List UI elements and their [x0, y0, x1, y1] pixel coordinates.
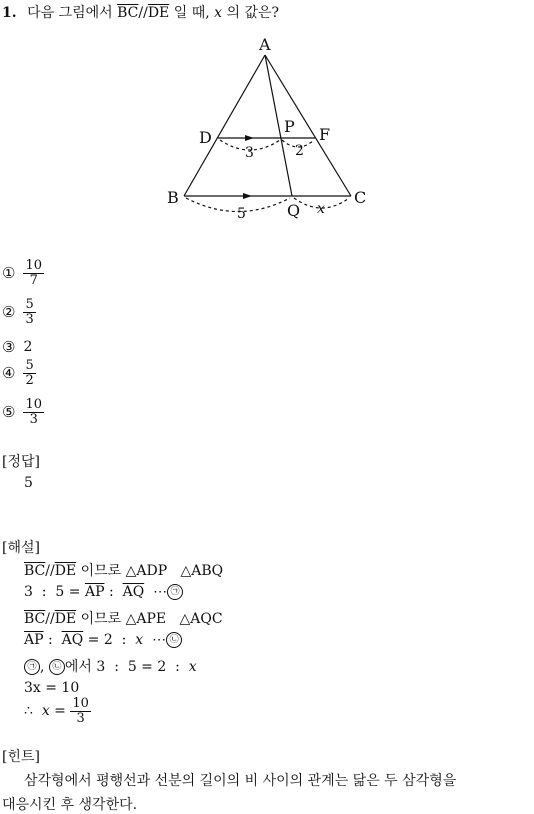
explanation-text: 이므로 △APE △AQC	[76, 611, 223, 627]
question-middle: 일 때,	[169, 5, 215, 21]
parallel-arrow-bc	[243, 193, 252, 199]
explanation-line-5	[24, 656, 197, 676]
choice-marker: ②	[2, 303, 16, 322]
equals-sign: =	[49, 703, 71, 720]
denominator: 7	[29, 272, 38, 288]
label-b: B	[167, 188, 179, 207]
explanation-line-3	[24, 608, 223, 628]
choice-2[interactable]	[2, 298, 36, 326]
ellipsis: ⋯	[143, 632, 167, 648]
question-text	[2, 2, 279, 22]
numerator: 10	[72, 696, 89, 711]
numerator: 10	[25, 258, 42, 273]
side-ab	[184, 55, 265, 196]
explanation-text: 이므로 △ADP △ABQ	[76, 563, 224, 579]
label-p: P	[284, 117, 295, 136]
denominator: 3	[29, 411, 38, 427]
circled-mark-2: ㉡	[49, 659, 65, 675]
variable-x: x	[135, 632, 144, 648]
therefore-symbol: ∴	[24, 703, 42, 720]
choice-marker: ⑤	[2, 403, 16, 422]
parallel-symbol: //	[138, 5, 148, 21]
label-c: C	[354, 188, 367, 207]
ellipsis: ⋯	[144, 584, 168, 600]
label-a: A	[259, 35, 271, 54]
choice-5[interactable]	[2, 398, 44, 426]
choice-1[interactable]	[2, 259, 44, 287]
circled-mark-1: ㉠	[167, 584, 183, 600]
segment-bc: $\overline{BC}$	[24, 563, 46, 579]
segment-aq: $\overline{AQ}$	[122, 584, 145, 600]
segment-ap: $\overline{AP}$	[24, 632, 44, 648]
ratio-left: 3 : 5 =	[24, 584, 85, 600]
parallel-arrow-de	[245, 135, 254, 141]
length-pf: 2	[295, 143, 304, 159]
explanation-line-2	[24, 584, 183, 600]
circled-mark-2: ㉡	[166, 632, 182, 648]
label-f: F	[319, 125, 331, 144]
choice-marker: ③	[2, 338, 16, 356]
question-prefix: 다음 그림에서	[27, 5, 118, 21]
label-q: Q	[287, 201, 301, 220]
explanation-line-1	[24, 560, 223, 580]
denominator: 3	[76, 710, 85, 726]
segment-bc: $\overline{BC}$	[117, 5, 139, 21]
parallel-symbol: //	[45, 611, 55, 627]
triangle-figure	[150, 32, 390, 224]
circled-mark-1: ㉠	[24, 659, 40, 675]
choice-fraction	[23, 359, 35, 387]
parallel-symbol: //	[45, 563, 55, 579]
choice-fraction	[23, 259, 44, 287]
hint-line-2: 대응시킨 후 생각한다.	[2, 797, 138, 813]
segment-ap: $\overline{AP}$	[84, 584, 105, 600]
question-suffix: 의 값은?	[222, 5, 280, 21]
variable-x: x	[214, 5, 223, 21]
answer-heading: [정답]	[2, 454, 40, 470]
variable-x: x	[188, 659, 197, 675]
choice-marker: ①	[2, 264, 16, 283]
explanation-line-6: 3x = 10	[24, 680, 80, 696]
choice-fraction	[23, 398, 44, 426]
hint-line-1: 삼각형에서 평행선과 선분의 길이의 비 사이의 관계는 닮은 두 삼각형을	[24, 773, 457, 789]
segment-de: $\overline{DE}$	[54, 611, 77, 627]
length-dp: 3	[245, 145, 254, 161]
segment-bc: $\overline{BC}$	[24, 611, 46, 627]
choice-value: 2	[23, 339, 33, 355]
result-fraction	[70, 697, 91, 725]
choice-marker: ④	[2, 364, 16, 383]
denominator: 2	[25, 372, 34, 388]
numerator: 5	[25, 297, 34, 312]
ratio-colon: :	[43, 632, 62, 648]
segment-aq: $\overline{AQ}$	[61, 632, 84, 648]
length-bq: 5	[237, 206, 246, 222]
ratio-colon: :	[104, 584, 123, 600]
choice-3[interactable]	[2, 338, 32, 356]
answer-value: 5	[24, 475, 33, 491]
ratio-right: = 2 :	[83, 632, 136, 648]
segment-de: $\overline{DE}$	[147, 5, 170, 21]
explanation-line-7	[24, 697, 91, 725]
variable-x: x	[41, 703, 50, 720]
numerator: 10	[25, 397, 42, 412]
explanation-heading: [해설]	[2, 540, 40, 556]
denominator: 3	[25, 311, 34, 327]
length-qc: x	[317, 201, 325, 217]
explanation-line-4	[24, 632, 182, 648]
question-number: 1.	[2, 5, 17, 21]
hint-heading: [힌트]	[2, 749, 40, 765]
choice-4[interactable]	[2, 359, 36, 387]
choice-fraction	[23, 298, 35, 326]
comma: ,	[40, 659, 49, 675]
segment-de: $\overline{DE}$	[54, 563, 77, 579]
label-d: D	[199, 128, 212, 147]
explanation-text: 에서 3 : 5 = 2 :	[64, 659, 189, 675]
numerator: 5	[25, 358, 34, 373]
